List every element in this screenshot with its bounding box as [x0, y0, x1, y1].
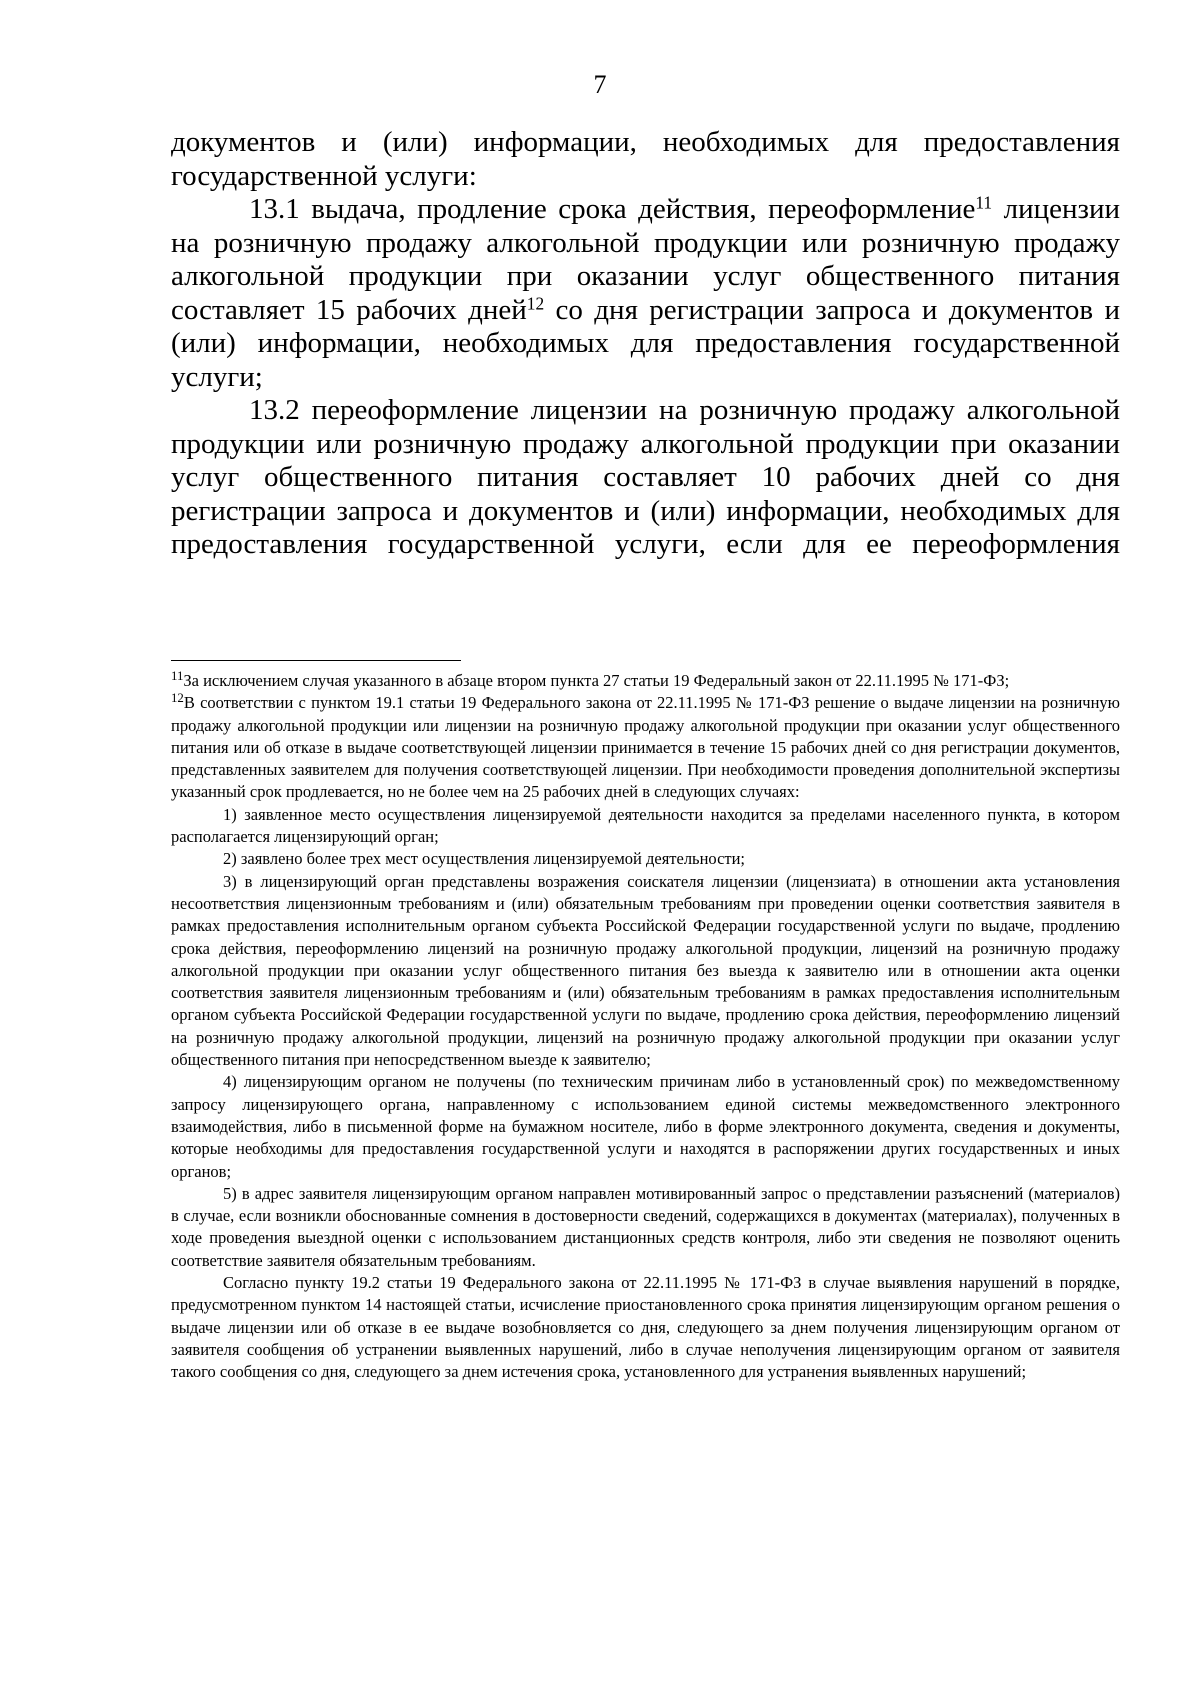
footnote-11-number: 11	[171, 669, 184, 684]
page-number: 7	[593, 70, 607, 99]
footnote-12-number: 12	[171, 691, 184, 706]
footnote-ref-12: 12	[526, 292, 545, 313]
paragraph-continuation: документов и (или) информации, необходимых для предоставления государственной услуги:	[171, 126, 1120, 192]
footnote-list-item-5: 5) в адрес заявителя лицензирующим органом направлен мотивированный запрос о представлении разъяснений (материалов) в случае, если возникли обоснованные сомнения в достоверности сведений, содержащихся в документах (материалах), полученных в ходе проведения выездной оценки с использованием дистанционных средств контроля, либо эти сведения не позволяют оценить соответствие заявителя обязательным требованиям.	[171, 1183, 1120, 1270]
main-text	[171, 126, 1120, 562]
footnote-12-text: В соответствии с пунктом 19.1 статьи 19 Федерального закона от 22.11.1995 № 171-ФЗ решение о выдаче лицензии на розничную продажу алкогольной продукции или лицензии на розничную продажу алкогольной продукции при оказании услуг общественного питания или об отказе в выдаче соответствующей лицензии принимается в течение 15 рабочих дней со дня регистрации документов, представленных заявителем для получения соответствующей лицензии. При необходимости проведения дополнительной экспертизы указанный срок продлевается, но не более чем на 25 рабочих дней в следующих случаях:	[171, 693, 1120, 802]
footnote-12	[171, 692, 1120, 803]
footnote-11	[171, 670, 1120, 692]
paragraph-13-1-end: со дня регистрации запроса и документов и (или) информации, необходимых для предоставления государственной услуги;	[171, 293, 1120, 393]
paragraph-13-1-start: 13.1 выдача, продление срока действия, переоформление	[249, 193, 976, 225]
paragraph-13-1	[171, 193, 1120, 394]
footnote-list-item-4: 4) лицензирующим органом не получены (по техническим причинам либо в установленный срок) по межведомственному запросу лицензирующего органа, направленному с использованием единой системы межведомственного электронного взаимодействия, либо в письменной форме на бумажном носителе, либо в форме электронного документа, сведения и документы, которые необходимы для предоставления государственной услуги и находятся в распоряжении других государственных и иных органов;	[171, 1072, 1120, 1181]
paragraph-13-1-middle: лицензии на розничную продажу алкогольной продукции или розничную продажу алкогольной продукции при оказании услуг общественного питания составляет 15 рабочих дней	[171, 193, 1120, 326]
footnotes	[171, 670, 1120, 1384]
footnote-list-item-2: 2) заявлено более трех мест осуществления лицензируемой деятельности;	[223, 849, 746, 869]
footnote-separator	[171, 660, 461, 661]
footnote-list-item-3: 3) в лицензирующий орган представлены возражения соискателя лицензии (лицензиата) в отношении акта установления несоответствия лицензионным требованиям и (или) обязательным требованиям при проведении оценки соответствия заявителя в рамках предоставления исполнительным органом субъекта Российской Федерации государственной услуги по выдаче, продлению срока действия, переоформлению лицензий на розничную продажу алкогольной продукции, лицензий на розничную продажу алкогольной продукции при оказании услуг общественного питания без выезда к заявителю или в отношении акта оценки соответствия заявителя лицензионным требованиям и (или) обязательным требованиям в рамках предоставления исполнительным органом субъекта Российской Федерации государственной услуги по выдаче, продлению срока действия, переоформлению лицензий на розничную продажу алкогольной продукции, лицензий на розничную продажу алкогольной продукции при оказании услуг общественного питания при непосредственном выезде к заявителю;	[171, 871, 1120, 1070]
paragraph-13-2: 13.2 переоформление лицензии на розничную продажу алкогольной продукции или розничную продажу алкогольной продукции при оказании услуг общественного питания составляет 10 рабочих дней со дня регистрации запроса и документов и (или) информации, необходимых для предоставления государственной услуги, если для ее переоформления	[171, 394, 1120, 560]
footnote-ref-11: 11	[975, 192, 993, 213]
footnote-paragraph-19-2: Согласно пункту 19.2 статьи 19 Федерального закона от 22.11.1995 № 171-ФЗ в случае выявления нарушений в порядке, предусмотренном пунктом 14 настоящей статьи, исчисление приостановленного срока принятия лицензирующим органом решения о выдаче лицензии или об отказе в ее выдаче возобновляется со дня, следующего за днем получения лицензирующим органом от заявителя сообщения об устранении выявленных нарушений, либо в случае неполучения лицензирующим органом от заявителя такого сообщения со дня, следующего за днем истечения срока, установленного для устранения выявленных нарушений;	[171, 1273, 1120, 1382]
footnote-list-item-1: 1) заявленное место осуществления лицензируемой деятельности находится за пределами населенного пункта, в котором располагается лицензирующий орган;	[171, 804, 1120, 847]
footnote-11-text: За исключением случая указанного в абзаце втором пункта 27 статьи 19 Федеральный закон от 22.11.1995 № 171-ФЗ;	[183, 671, 1010, 690]
